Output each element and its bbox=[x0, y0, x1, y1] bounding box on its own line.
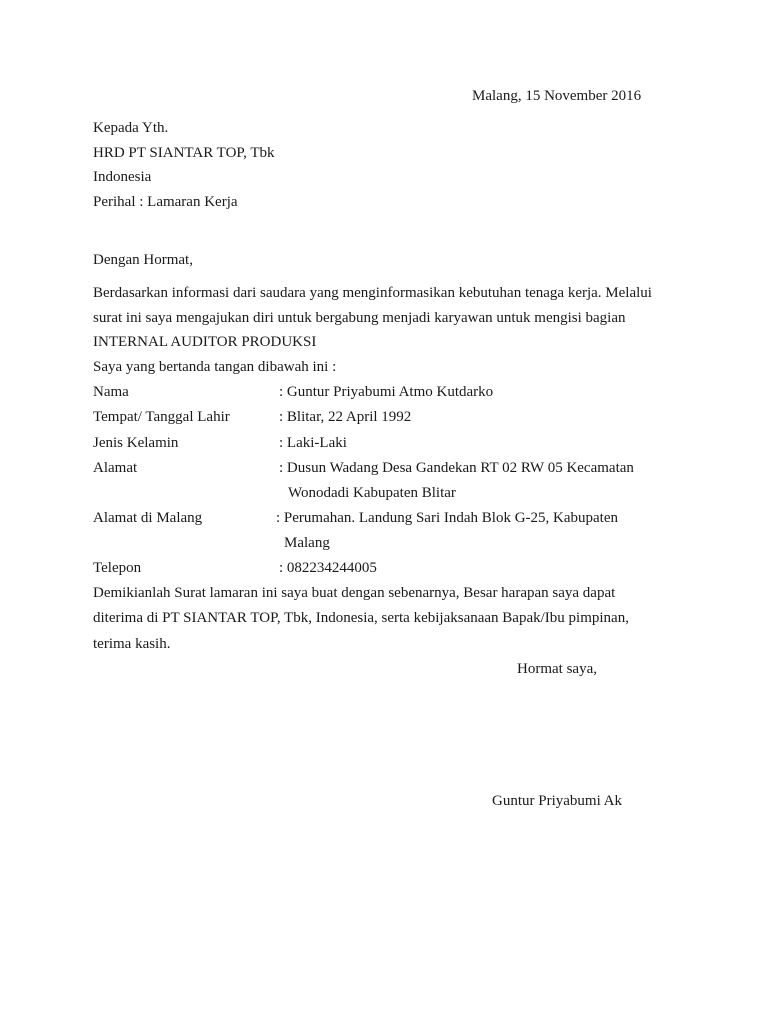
recipient-country: Indonesia bbox=[93, 169, 152, 185]
detail-label-birth: Tempat/ Tanggal Lahir bbox=[93, 409, 230, 425]
position-title: INTERNAL AUDITOR PRODUKSI bbox=[93, 334, 317, 350]
detail-label-gender: Jenis Kelamin bbox=[93, 435, 179, 451]
recipient-company: HRD PT SIANTAR TOP, Tbk bbox=[93, 145, 275, 161]
detail-value-address: : Dusun Wadang Desa Gandekan RT 02 RW 05 Kecamatan bbox=[279, 460, 634, 476]
detail-value-phone: : 082234244005 bbox=[279, 560, 377, 576]
body-line: surat ini saya mengajukan diri untuk bergabung menjadi karyawan untuk mengisi bagian bbox=[93, 310, 626, 326]
signature-name: Guntur Priyabumi Ak bbox=[492, 793, 622, 809]
body-line: Berdasarkan informasi dari saudara yang menginformasikan kebutuhan tenaga kerja. Melalui bbox=[93, 285, 652, 301]
detail-label-address: Alamat bbox=[93, 460, 138, 476]
detail-label-phone: Telepon bbox=[93, 560, 142, 576]
closing-line: diterima di PT SIANTAR TOP, Tbk, Indonesia, serta kebijaksanaan Bapak/Ibu pimpinan, bbox=[93, 610, 629, 626]
body-line: Saya yang bertanda tangan dibawah ini : bbox=[93, 359, 337, 375]
addressee-greeting: Kepada Yth. bbox=[93, 120, 169, 136]
detail-value-malang-address: : Perumahan. Landung Sari Indah Blok G-25, Kabupaten bbox=[276, 510, 619, 526]
detail-value-name: : Guntur Priyabumi Atmo Kutdarko bbox=[279, 384, 494, 400]
detail-value-address-cont: Wonodadi Kabupaten Blitar bbox=[288, 485, 456, 501]
detail-value-malang-address-cont: Malang bbox=[284, 535, 330, 551]
regards: Hormat saya, bbox=[517, 661, 597, 677]
closing-line: terima kasih. bbox=[93, 636, 171, 652]
subject-line: Perihal : Lamaran Kerja bbox=[93, 194, 238, 210]
salutation: Dengan Hormat, bbox=[93, 252, 193, 268]
detail-value-gender: : Laki-Laki bbox=[279, 435, 347, 451]
detail-label-name: Nama bbox=[93, 384, 129, 400]
detail-value-birth: : Blitar, 22 April 1992 bbox=[279, 409, 412, 425]
detail-label-malang-address: Alamat di Malang bbox=[93, 510, 203, 526]
closing-line: Demikianlah Surat lamaran ini saya buat dengan sebenarnya, Besar harapan saya dapat bbox=[93, 585, 616, 601]
place-date: Malang, 15 November 2016 bbox=[472, 88, 642, 104]
